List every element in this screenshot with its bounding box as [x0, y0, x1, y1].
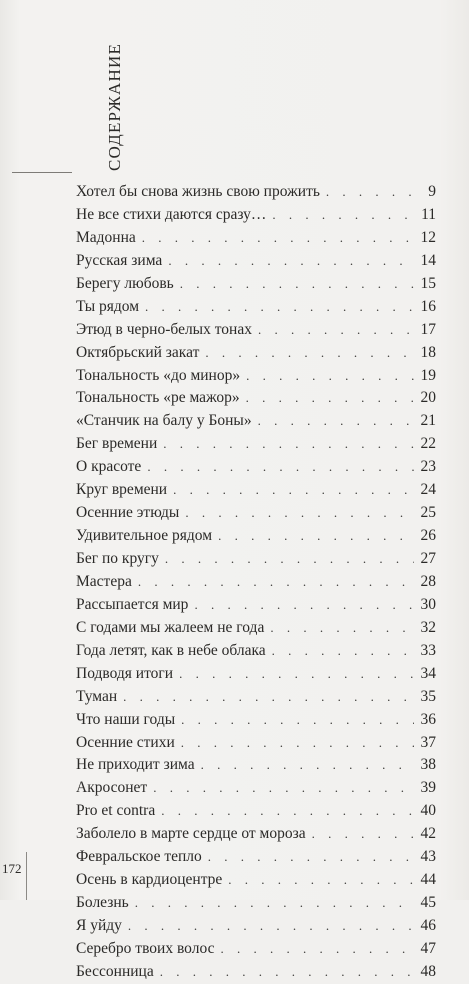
toc-entry-title: Не все стихи даются сразу…: [76, 205, 267, 223]
toc-entry: [76, 594, 436, 617]
toc-leader-dots: [153, 777, 414, 800]
toc-entry-page: 37: [420, 733, 436, 751]
toc-entry-title: Тональность «ре мажор»: [76, 389, 240, 407]
toc-entry: [76, 410, 436, 433]
toc-entry-page: 23: [420, 458, 436, 476]
toc-leader-dots: [160, 961, 414, 984]
toc-entry: [76, 227, 436, 250]
toc-leader-dots: [201, 754, 414, 777]
toc-entry: [76, 663, 436, 686]
toc-entry: [76, 640, 436, 663]
toc-entry: [76, 273, 436, 296]
toc-entry-title: Бег по кругу: [76, 550, 159, 567]
toc-entry-title: Мадонна: [76, 228, 136, 246]
toc-entry-page: 22: [420, 435, 436, 453]
toc-entry: [76, 204, 436, 227]
toc-leader-dots: [272, 204, 414, 227]
toc-entry: [76, 433, 436, 456]
toc-leader-dots: [165, 548, 414, 571]
toc-entry-page: 20: [420, 389, 436, 407]
toc-leader-dots: [128, 915, 414, 938]
toc-leader-dots: [270, 617, 414, 640]
toc-entry-title: Осенние стихи: [76, 733, 175, 751]
toc-entry: [76, 479, 436, 502]
toc-entry-title: Тональность «до минор»: [76, 366, 241, 384]
toc-entry-title: Бессонница: [76, 962, 154, 980]
toc-leader-dots: [220, 938, 414, 961]
toc-entry-page: 9: [428, 183, 436, 200]
toc-entry: [76, 342, 436, 365]
toc-leader-dots: [218, 525, 414, 548]
toc-entry-page: 40: [420, 802, 436, 820]
toc-entry-title: Этюд в черно-белых тонах: [76, 320, 252, 338]
toc-entry-page: 32: [420, 618, 436, 636]
toc-leader-dots: [168, 250, 414, 273]
toc-entry-page: 30: [420, 595, 436, 613]
toc-leader-dots: [272, 640, 414, 663]
toc-entry-page: 35: [420, 687, 436, 705]
toc-entry-page: 44: [420, 871, 436, 889]
gutter-line: [26, 852, 27, 900]
toc-leader-dots: [326, 181, 414, 204]
toc-entry-page: 48: [420, 962, 436, 980]
toc-entry-page: 19: [420, 366, 436, 384]
toc-entry-title: Серебро твоих волос: [76, 939, 215, 957]
toc-leader-dots: [147, 456, 414, 479]
toc-entry: [76, 823, 436, 846]
table-of-contents: [76, 181, 436, 984]
toc-entry-title: Бег времени: [76, 435, 158, 453]
toc-entry-title: Осень в кардиоцентре: [76, 871, 223, 889]
toc-entry-page: 43: [420, 848, 436, 866]
toc-entry-title: Подводя итоги: [76, 664, 174, 682]
toc-entry: [76, 777, 436, 800]
toc-entry-page: 12: [420, 228, 436, 246]
heading-rule: [12, 172, 72, 173]
toc-entry-title: Берегу любовь: [76, 274, 174, 292]
toc-entry-title: Что наши годы: [76, 710, 176, 728]
toc-entry: [76, 548, 436, 571]
toc-entry-title: Заболело в марте сердце от мороза: [76, 825, 306, 843]
toc-entry-page: 36: [420, 710, 436, 728]
toc-entry-title: Болезнь: [76, 894, 129, 912]
toc-entry-title: Осенние этюды: [76, 504, 180, 522]
toc-entry-page: 46: [420, 917, 436, 934]
toc-entry-page: 14: [420, 251, 436, 269]
toc-leader-dots: [173, 479, 414, 502]
toc-entry-title: Акросонет: [76, 779, 148, 797]
toc-entry: [76, 617, 436, 640]
toc-leader-dots: [181, 732, 414, 755]
toc-entry-page: 11: [421, 205, 436, 223]
toc-entry-title: Pro et contra: [76, 802, 156, 820]
toc-entry: [76, 387, 436, 410]
toc-entry-title: Октябрьский закат: [76, 343, 200, 361]
toc-entry-page: 15: [420, 274, 436, 292]
toc-leader-dots: [312, 823, 414, 846]
toc-leader-dots: [138, 571, 414, 594]
toc-entry-title: Ты рядом: [76, 297, 140, 315]
toc-leader-dots: [145, 296, 414, 319]
toc-entry: [76, 525, 436, 548]
toc-entry-title: Круг времени: [76, 481, 168, 499]
toc-entry-title: Февральское тепло: [76, 848, 202, 866]
toc-entry-page: 38: [420, 756, 436, 774]
toc-leader-dots: [135, 892, 414, 915]
toc-heading: СОДЕРЖАНИЕ: [105, 42, 124, 171]
toc-entry-page: 34: [420, 664, 436, 682]
toc-leader-dots: [246, 365, 414, 388]
toc-entry: [76, 571, 436, 594]
toc-entry: [76, 915, 436, 938]
toc-entry: [76, 869, 436, 892]
toc-entry-page: 39: [420, 779, 436, 797]
toc-entry-page: 45: [420, 894, 436, 912]
toc-leader-dots: [142, 227, 414, 250]
toc-leader-dots: [208, 846, 414, 869]
toc-entry-page: 16: [420, 297, 436, 315]
toc-leader-dots: [205, 342, 414, 365]
toc-entry-page: 28: [420, 572, 436, 590]
toc-entry-title: Хотел бы снова жизнь свою прожить: [76, 183, 320, 200]
toc-leader-dots: [181, 709, 414, 732]
toc-entry: [76, 296, 436, 319]
toc-entry-title: Удивительное рядом: [76, 527, 213, 545]
toc-entry-title: Туман: [76, 687, 118, 705]
toc-entry-title: Года летят, как в небе облака: [76, 641, 266, 659]
toc-entry: [76, 365, 436, 388]
toc-entry-title: Я уйду: [76, 917, 122, 934]
toc-entry: [76, 686, 436, 709]
toc-entry: [76, 892, 436, 915]
toc-entry-page: 33: [420, 641, 436, 659]
toc-leader-dots: [258, 410, 414, 433]
toc-entry: [76, 709, 436, 732]
toc-entry: [76, 846, 436, 869]
toc-leader-dots: [179, 663, 414, 686]
toc-leader-dots: [161, 800, 414, 823]
toc-entry-page: 47: [420, 939, 436, 957]
toc-entry-page: 17: [420, 320, 436, 338]
toc-entry-title: О красоте: [76, 458, 142, 476]
toc-leader-dots: [185, 502, 414, 525]
toc-entry: [76, 800, 436, 823]
toc-leader-dots: [194, 594, 414, 617]
toc-entry: [76, 456, 436, 479]
toc-entry-page: 25: [420, 504, 436, 522]
toc-entry: [76, 181, 436, 204]
toc-entry-title: Рассыпается мир: [76, 595, 189, 613]
toc-entry: [76, 961, 436, 984]
toc-leader-dots: [180, 273, 414, 296]
toc-entry-page: 26: [420, 527, 436, 545]
toc-entry: [76, 319, 436, 342]
toc-leader-dots: [246, 387, 414, 410]
toc-entry-page: 42: [420, 825, 436, 843]
toc-leader-dots: [123, 686, 414, 709]
toc-leader-dots: [163, 433, 414, 456]
toc-entry: [76, 250, 436, 273]
toc-entry: [76, 502, 436, 525]
toc-entry: [76, 732, 436, 755]
toc-entry-title: С годами мы жалеем не года: [76, 618, 265, 636]
toc-entry-page: 24: [420, 481, 436, 499]
toc-leader-dots: [258, 319, 414, 342]
toc-entry: [76, 754, 436, 777]
toc-entry-page: 21: [420, 412, 436, 430]
toc-entry-page: 18: [420, 343, 436, 361]
page-number: 172: [2, 861, 22, 876]
toc-entry: [76, 938, 436, 961]
toc-entry-title: Мастера: [76, 572, 132, 590]
toc-entry-page: 27: [420, 550, 436, 567]
toc-entry-title: Русская зима: [76, 251, 163, 269]
toc-leader-dots: [228, 869, 414, 892]
toc-entry-title: Не приходит зима: [76, 756, 195, 774]
toc-entry-title: «Станчик на балу у Боны»: [76, 412, 252, 430]
